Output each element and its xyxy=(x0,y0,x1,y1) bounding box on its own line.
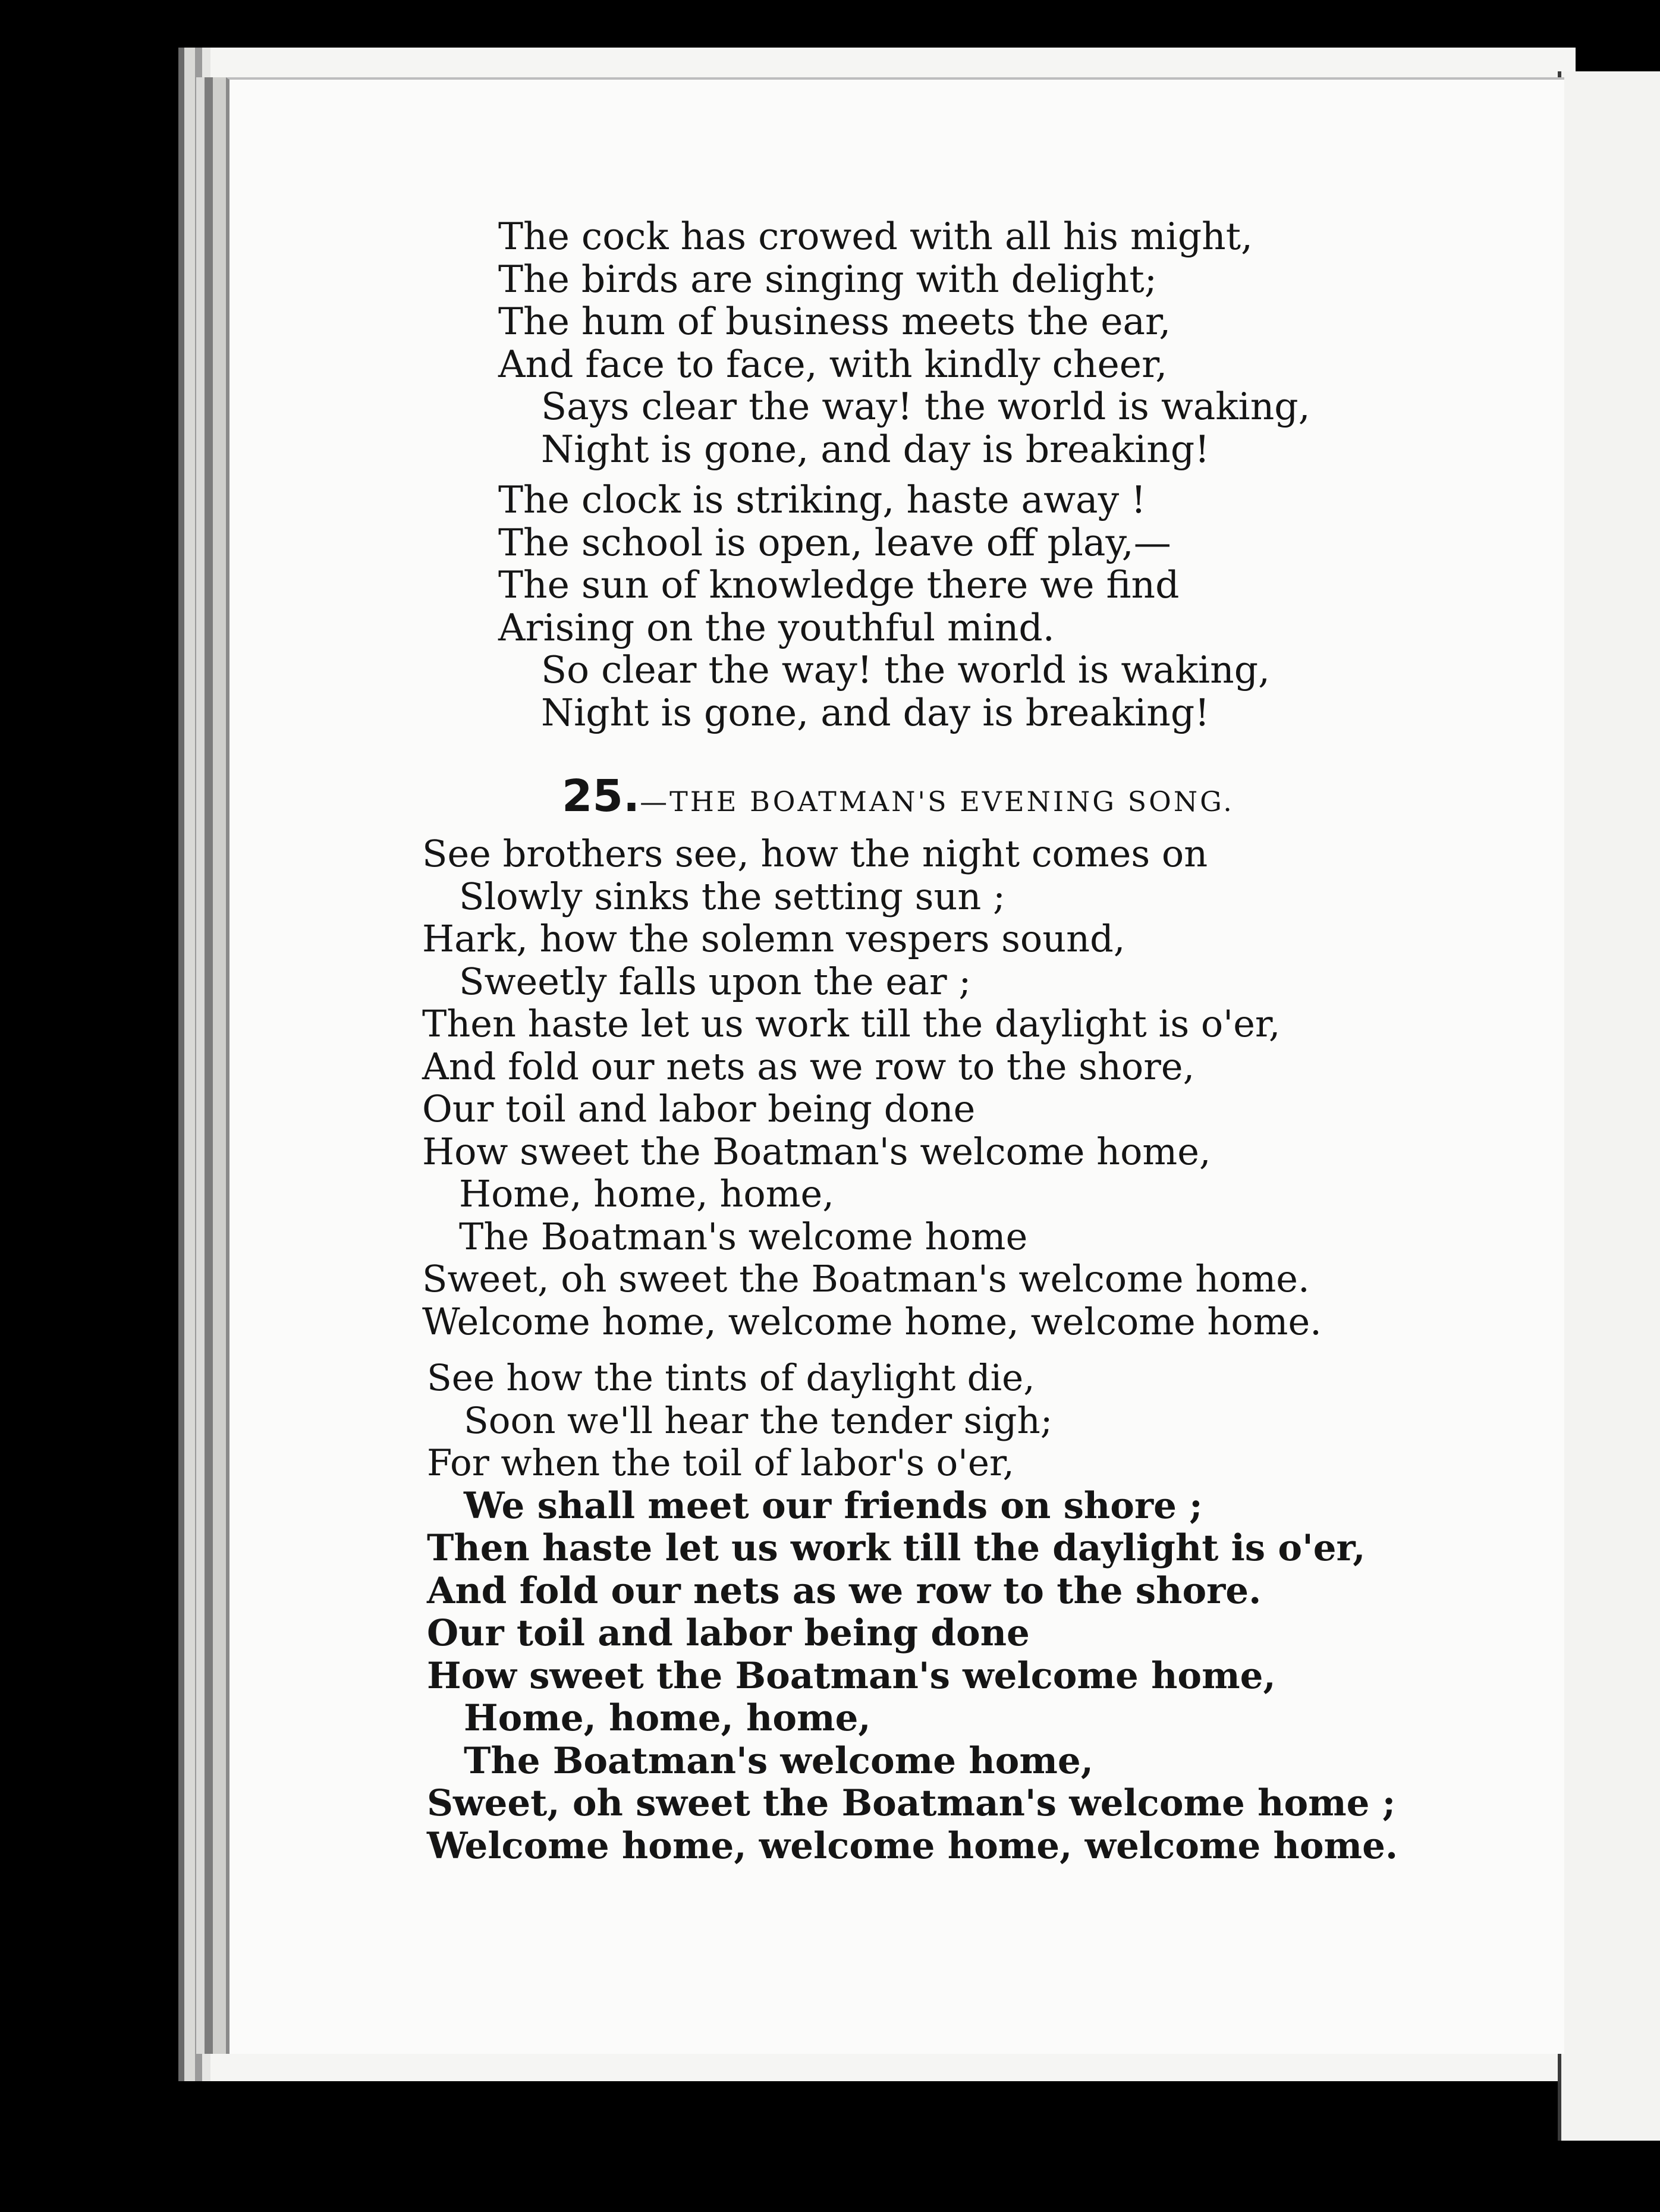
poem-line: The Boatman's welcome home, xyxy=(464,1739,1093,1782)
poem-line: Home, home, home, xyxy=(464,1697,871,1739)
poem-line: So clear the way! the world is waking, xyxy=(541,648,1271,692)
boatman-song-stanza-2 xyxy=(427,1357,1398,1867)
poem-line: Our toil and labor being done xyxy=(422,1087,976,1130)
poem-line: See brothers see, how the night comes on xyxy=(422,832,1208,875)
poem-line: Our toil and labor being done xyxy=(427,1612,1030,1654)
poem-line: The cock has crowed with all his might, xyxy=(498,215,1253,258)
poem-line: Home, home, home, xyxy=(459,1172,834,1215)
song-heading xyxy=(562,771,1234,822)
poem-line: The sun of knowledge there we find xyxy=(498,563,1180,607)
poem-line: The school is open, leave off play,— xyxy=(498,520,1171,564)
song-title: —THE BOATMAN'S EVENING SONG. xyxy=(640,785,1234,818)
poem-line: The birds are singing with delight; xyxy=(498,257,1157,301)
poem-line: And fold our nets as we row to the shore, xyxy=(422,1044,1195,1088)
poem-line: Night is gone, and day is breaking! xyxy=(541,427,1210,471)
poem-line: Sweet, oh sweet the Boatman's welcome home ; xyxy=(427,1782,1396,1824)
poem-line: See how the tints of daylight die, xyxy=(427,1357,1035,1399)
poem-line: The clock is striking, haste away ! xyxy=(498,478,1146,521)
poem-line: Welcome home, welcome home, welcome home. xyxy=(422,1299,1322,1343)
facing-page-edge xyxy=(1558,71,1660,2141)
boatman-song-stanza-1 xyxy=(422,832,1322,1343)
poem-line: Sweet, oh sweet the Boatman's welcome home. xyxy=(422,1257,1310,1300)
poem-line: Then haste let us work till the daylight is o'er, xyxy=(422,1002,1281,1045)
poem-line: How sweet the Boatman's welcome home, xyxy=(422,1129,1211,1173)
poem-line: Slowly sinks the setting sun ; xyxy=(459,874,1005,918)
poem-line: The hum of business meets the ear, xyxy=(498,300,1171,343)
poem-line: Says clear the way! the world is waking, xyxy=(541,385,1310,428)
poem-line: And fold our nets as we row to the shore. xyxy=(427,1569,1262,1612)
poem-line: And face to face, with kindly cheer, xyxy=(498,342,1168,386)
poem-line: We shall meet our friends on shore ; xyxy=(464,1484,1203,1527)
poem-line: Then haste let us work till the daylight is o'er, xyxy=(427,1527,1366,1569)
poem-line: For when the toil of labor's o'er, xyxy=(427,1442,1014,1484)
poem-line: Arising on the youthful mind. xyxy=(498,605,1055,649)
poem-line: The Boatman's welcome home xyxy=(459,1214,1028,1258)
poem-line: Sweetly falls upon the ear ; xyxy=(459,959,972,1003)
poem-line: How sweet the Boatman's welcome home, xyxy=(427,1654,1276,1697)
morning-song-stanza-1 xyxy=(498,215,1310,734)
poem-line: Hark, how the solemn vespers sound, xyxy=(422,917,1125,960)
poem-line: Soon we'll hear the tender sigh; xyxy=(464,1399,1053,1442)
poem-line: Night is gone, and day is breaking! xyxy=(541,690,1210,734)
poem-line: Welcome home, welcome home, welcome home. xyxy=(427,1824,1398,1867)
song-number: 25. xyxy=(562,771,640,822)
